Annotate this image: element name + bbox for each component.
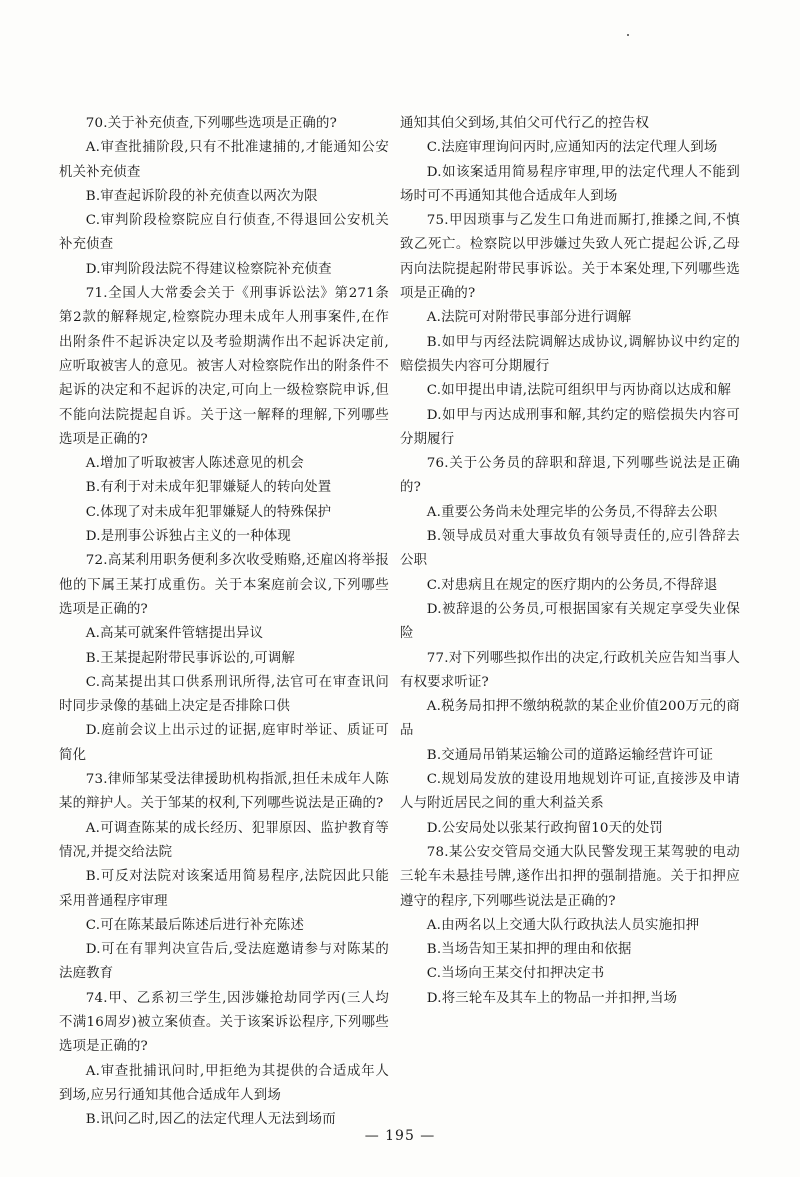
question-71-option-a: A.增加了听取被害人陈述意见的机会 (85, 456, 304, 472)
question-72-option-b: B.王某提起附带民事诉讼的,可调解 (85, 650, 296, 666)
question-72-option-c: C.高某提出其口供系刑讯所得,法官可在审查讯问时同步录像的基础上决定是否排除口供 (59, 674, 389, 715)
question-71-option-b: B.有利于对未成年犯罪嫌疑人的转向处置 (85, 480, 332, 496)
question-77-option-c: C.规划局发放的建设用地规划许可证,直接涉及申请人与附近居民之间的重大利益关系 (400, 772, 740, 812)
question-77-option-a: A.税务局扣押不缴纳税款的某企业价值200万元的商品 (400, 699, 740, 739)
question-72-option-d: D.庭前会议上出示过的证据,庭审时举证、质证可简化 (59, 723, 389, 763)
question-76-option-c: C.对患病且在规定的医疗期内的公务员,不得辞退 (426, 577, 718, 593)
question-75-option-c: C.如甲提出申请,法院可组织甲与丙协商以达成和解 (426, 383, 732, 399)
question-70: 70.关于补充侦查,下列哪些选项是正确的? (85, 116, 337, 131)
question-77-option-b: B.交通局吊销某运输公司的道路运输经营许可证 (426, 747, 714, 763)
question-73-option-a: A.可调查陈某的成长经历、犯罪原因、监护教育等情况,并提交给法院 (59, 820, 389, 860)
question-70-option-a: A.审查批捕阶段,只有不批准逮捕的,才能通知公安机关补充侦查 (59, 140, 389, 180)
question-74: 74.甲、乙系初三学生,因涉嫌抢劫同学丙(三人均不满16周岁)被立案侦查。关于该案诉讼程序,下列哪些选项是正确的? (59, 990, 389, 1055)
question-78-option-c: C.当场向王某交付扣押决定书 (426, 966, 605, 982)
question-76-option-a: A.重要公务尚未处理完毕的公务员,不得辞去公职 (426, 504, 718, 520)
question-77-option-d: D.公安局处以张某行政拘留10天的处罚 (426, 820, 664, 836)
question-75-option-b: B.如甲与丙经法院调解达成协议,调解协议中约定的赔偿损失内容可分期履行 (400, 334, 740, 374)
question-77: 77.对下列哪些拟作出的决定,行政机关应告知当事人有权要求听证? (400, 650, 740, 690)
page-number: — 195 — (364, 1128, 436, 1144)
question-70-option-d: D.审判阶段法院不得建议检察院补充侦查 (85, 261, 332, 277)
question-74-option-b: B.讯问乙时,因乙的法定代理人无法到场而 (85, 1112, 336, 1128)
question-73: 73.律师邹某受法律援助机构指派,担任未成年人陈某的辩护人。关于邹某的权利,下列哪些说法是正确的? (59, 772, 389, 812)
question-70-option-c: C.审判阶段检察院应自行侦查,不得退回公安机关补充侦查 (59, 213, 389, 253)
question-78: 78.某公安交管局交通大队民警发现王某驾驶的电动三轮车未悬挂号牌,遂作出扣押的强制措施。关于扣押应遵守的程序,下列哪些说法是正确的? (400, 844, 740, 909)
left-column (59, 112, 389, 1132)
question-71-option-d: D.是刑事公诉独占主义的一种体现 (85, 529, 291, 545)
question-72-option-a: A.高某可就案件管辖提出异议 (85, 626, 264, 642)
scan-speck (627, 34, 629, 36)
question-73-option-c: C.可在陈某最后陈述后进行补充陈述 (85, 917, 305, 933)
question-78-option-b: B.当场告知王某扣押的理由和依据 (426, 942, 632, 958)
question-75-option-d: D.如甲与丙达成刑事和解,其约定的赔偿损失内容可分期履行 (400, 407, 740, 447)
question-76-option-d: D.被辞退的公务员,可根据国家有关规定享受失业保险 (400, 601, 740, 642)
question-74-option-c: C.法庭审理询问丙时,应通知丙的法定代理人到场 (426, 140, 718, 156)
question-75: 75.甲因琐事与乙发生口角进而厮打,推搡之间,不慎致乙死亡。检察院以甲涉嫌过失致人死亡提起公诉,乙母丙向法院提起附带民事诉讼。关于本案处理,下列哪些选项是正确的? (400, 213, 740, 302)
question-74-option-d: D.如该案适用简易程序审理,甲的法定代理人不能到场时可不再通知其他合适成年人到场 (400, 164, 740, 204)
question-73-option-d: D.可在有罪判决宣告后,受法庭邀请参与对陈某的法庭教育 (59, 942, 389, 982)
question-74-option-a: A.审查批捕讯问时,甲拒绝为其提供的合适成年人到场,应另行通知其他合适成年人到场 (59, 1063, 389, 1103)
right-column (400, 112, 740, 1011)
question-78-option-d: D.将三轮车及其车上的物品一并扣押,当场 (426, 990, 678, 1006)
question-72: 72.高某利用职务便利多次收受贿赂,还雇凶将举报他的下属王某打成重伤。关于本案庭前会议,下列哪些选项是正确的? (59, 553, 389, 617)
question-76-option-b: B.领导成员对重大事故负有领导责任的,应引咎辞去公职 (400, 529, 740, 569)
question-73-option-b: B.可反对法院对该案适用简易程序,法院因此只能采用普通程序审理 (59, 869, 389, 909)
question-74-option-b-continued: 通知其伯父到场,其伯父可代行乙的控告权 (400, 116, 650, 131)
question-71: 71.全国人大常委会关于《刑事诉讼法》第271条第2款的解释规定,检察院办理未成年人刑事案件,在作出附条件不起诉决定以及考验期满作出不起诉决定前,应听取被害人的意见。被害人对检察院作出的附条件不起诉的决定和不起诉的决定,可向上一级检察院申诉,但不能向法院提起自诉。关于这一解释的理解,下列哪些选项是正确的? (59, 286, 389, 447)
question-75-option-a: A.法院可对附带民事部分进行调解 (426, 310, 632, 326)
question-78-option-a: A.由两名以上交通大队行政执法人员实施扣押 (426, 917, 700, 933)
question-70-option-b: B.审查起诉阶段的补充侦查以两次为限 (85, 188, 318, 204)
question-71-option-c: C.体现了对未成年犯罪嫌疑人的特殊保护 (85, 504, 332, 520)
question-76: 76.关于公务员的辞职和辞退,下列哪些说法是正确的? (400, 456, 740, 496)
